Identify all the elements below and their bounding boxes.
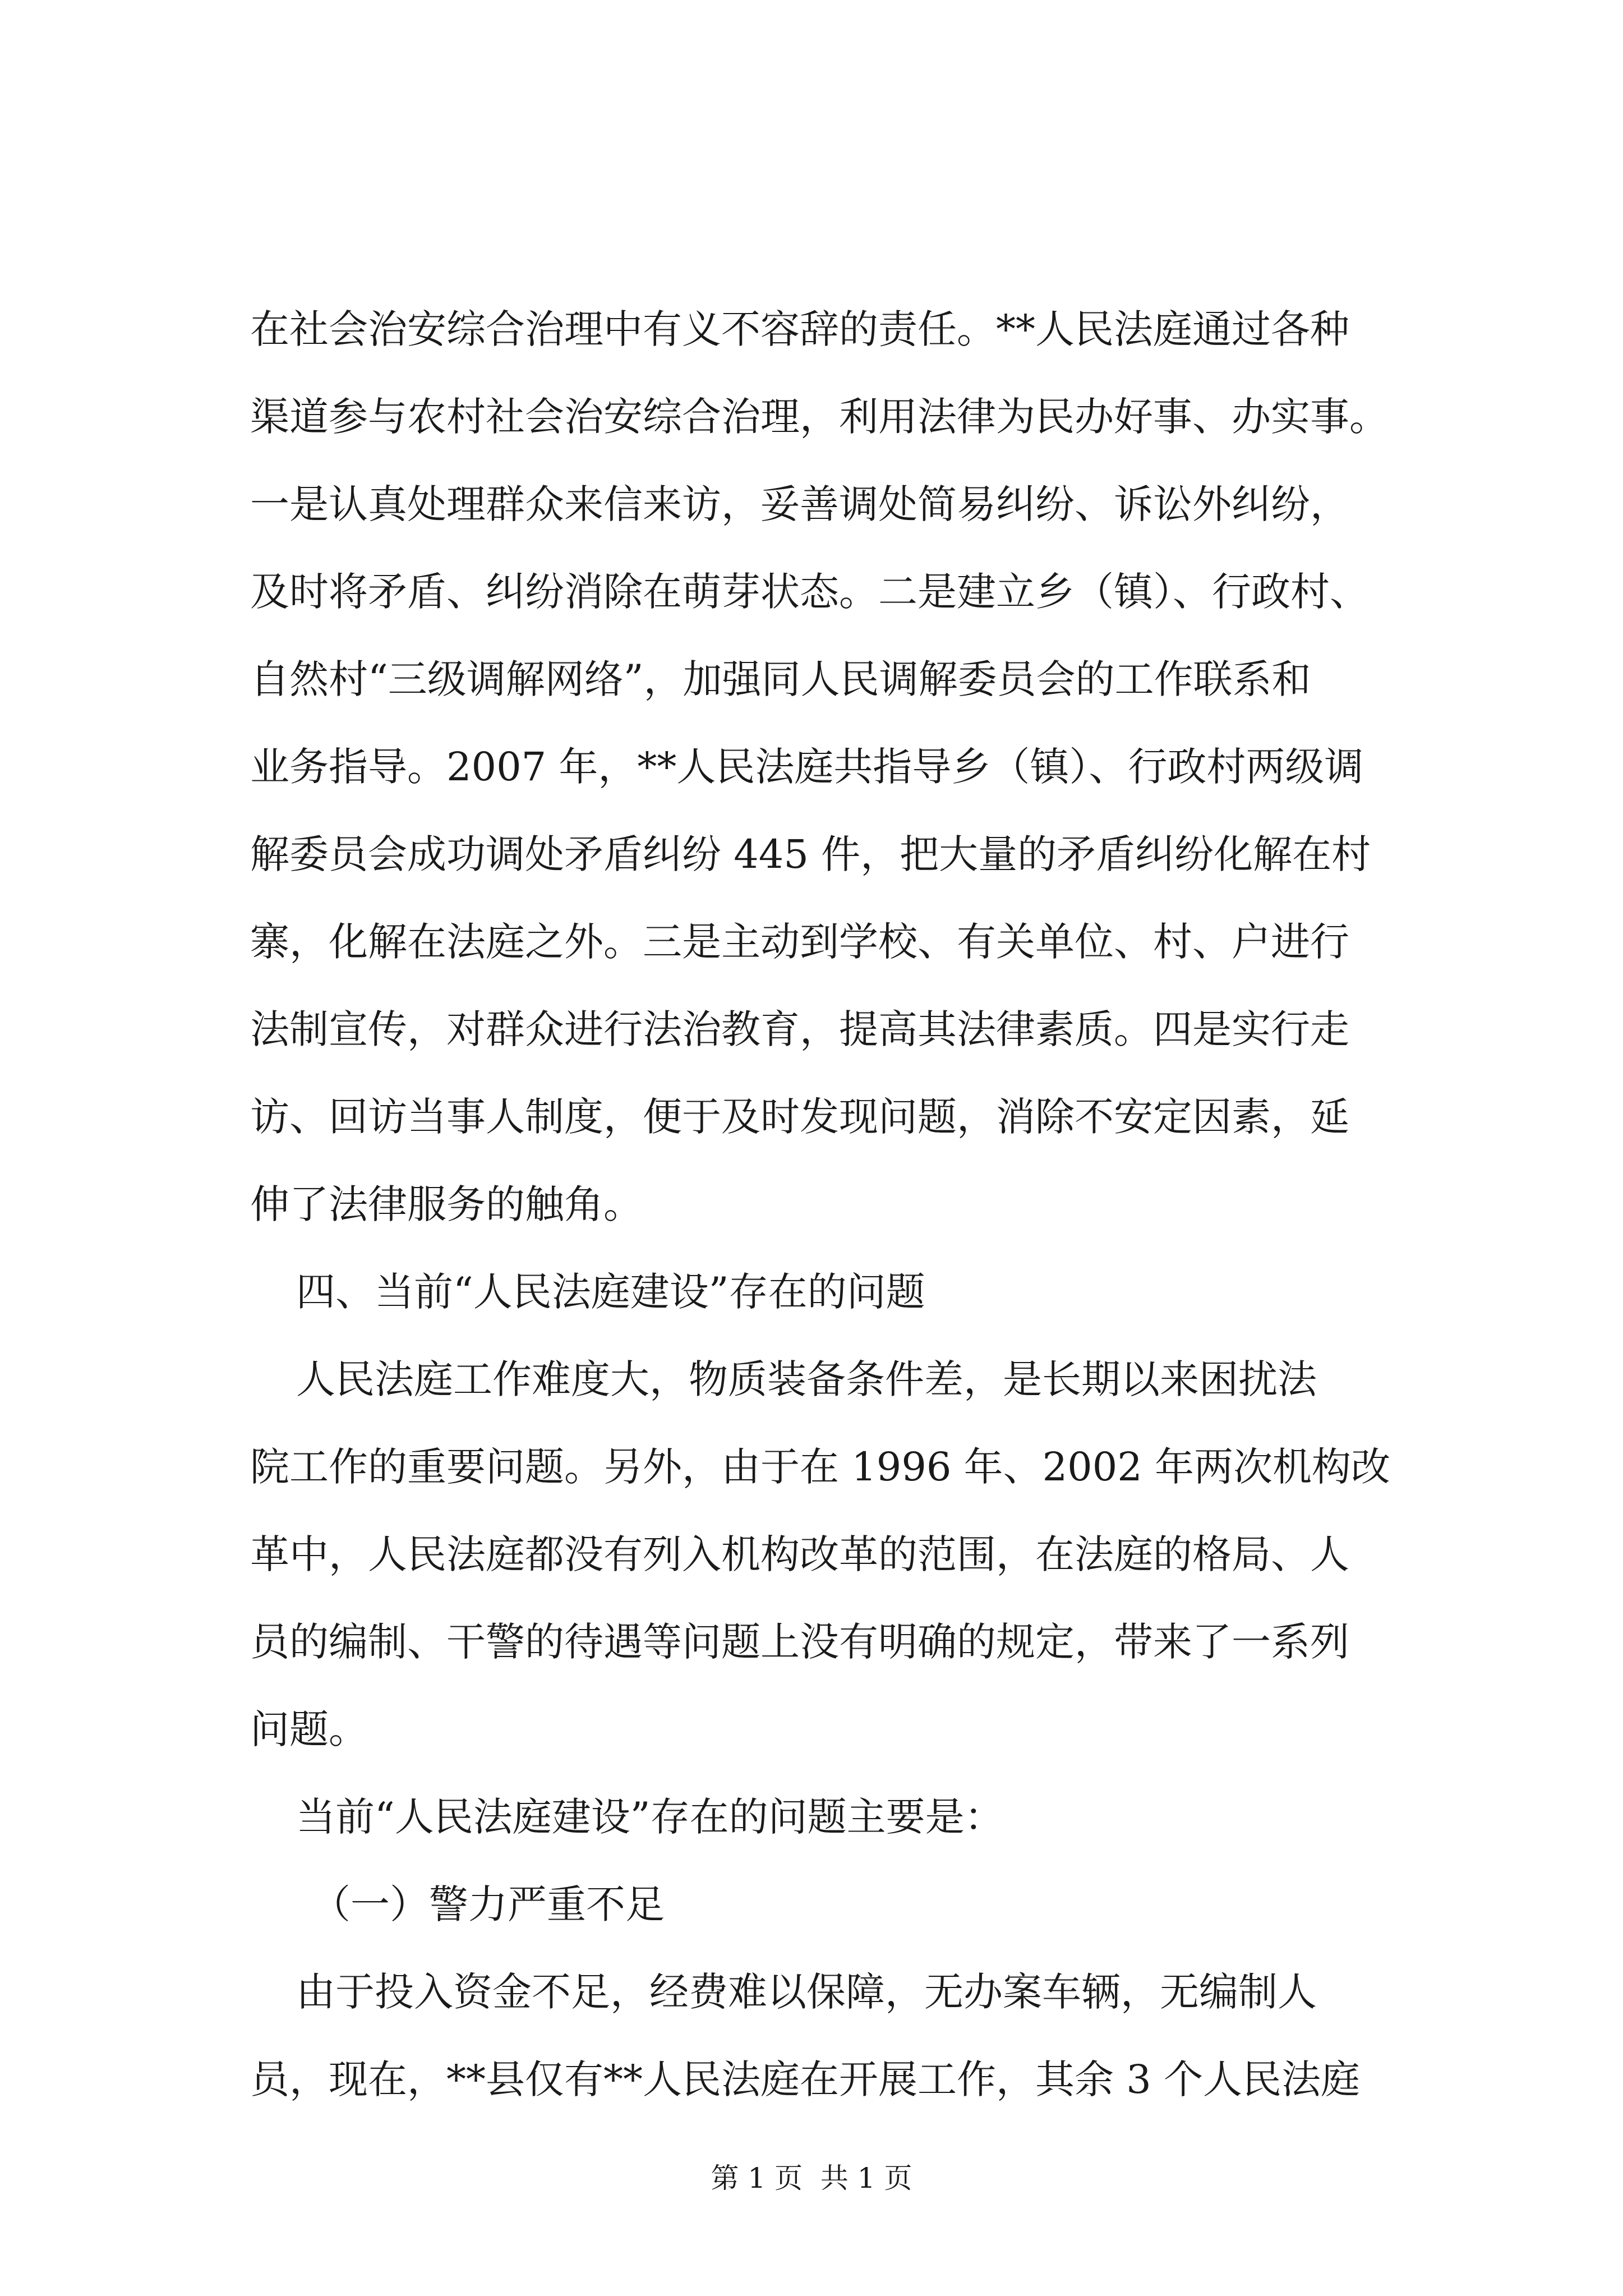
body-line: 寨，化解在法庭之外。三是主动到学校、有关单位、村、户进行 <box>250 919 1349 965</box>
body-line: 访、回访当事人制度，便于及时发现问题，消除不安定因素，延 <box>250 1094 1349 1140</box>
body-line: 渠道参与农村社会治安综合治理，利用法律为民办好事、办实事。 <box>250 394 1389 440</box>
body-line: 伸了法律服务的触角。 <box>250 1181 643 1227</box>
body-line: 院工作的重要问题。另外，由于在 1996 年、2002 年两次机构改 <box>250 1444 1391 1490</box>
body-line: 一是认真处理群众来信来访，妥善调处简易纠纷、诉讼外纠纷， <box>250 481 1349 527</box>
body-line: 革中，人民法庭都没有列入机构改革的范围，在法庭的格局、人 <box>250 1531 1349 1577</box>
body-line: 员，现在，**县仅有**人民法庭在开展工作，其余 3 个人民法庭 <box>250 2056 1361 2102</box>
body-line: 及时将矛盾、纠纷消除在萌芽状态。二是建立乡（镇）、行政村、 <box>250 569 1369 615</box>
body-line: 人民法庭工作难度大，物质装备条件差，是长期以来困扰法 <box>296 1356 1317 1402</box>
body-line: 问题。 <box>250 1706 368 1752</box>
subsection-heading: （一）警力严重不足 <box>311 1881 665 1927</box>
body-line: 自然村“三级调解网络”，加强同人民调解委员会的工作联系和 <box>250 656 1311 702</box>
body-line: 法制宣传，对群众进行法治教育，提高其法律素质。四是实行走 <box>250 1006 1349 1052</box>
page-footer: 第 1 页 共 1 页 <box>711 2162 912 2194</box>
body-line: 由于投入资金不足，经费难以保障，无办案车辆，无编制人 <box>296 1969 1317 2015</box>
body-line: 业务指导。2007 年，**人民法庭共指导乡（镇）、行政村两级调 <box>250 744 1364 790</box>
body-line: 在社会治安综合治理中有义不容辞的责任。**人民法庭通过各种 <box>250 306 1349 352</box>
body-line: 当前“人民法庭建设”存在的问题主要是： <box>296 1794 1004 1840</box>
body-line: 员的编制、干警的待遇等问题上没有明确的规定，带来了一系列 <box>250 1619 1349 1665</box>
body-line: 解委员会成功调处矛盾纠纷 445 件，把大量的矛盾纠纷化解在村 <box>250 831 1371 877</box>
section-heading: 四、当前“人民法庭建设”存在的问题 <box>296 1269 925 1315</box>
